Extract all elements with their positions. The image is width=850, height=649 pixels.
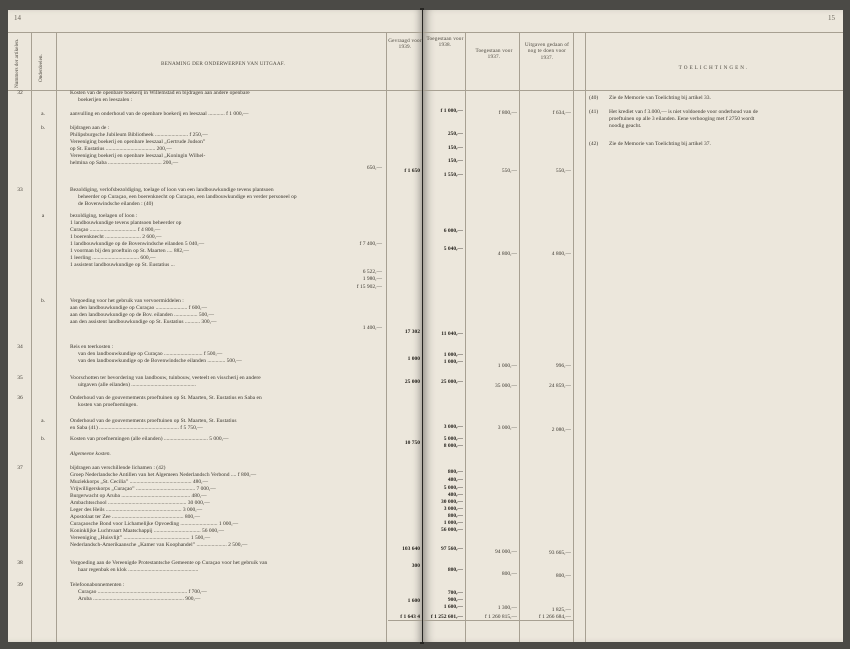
toegestaan-1938-value: 480,—	[447, 492, 463, 498]
description-line: Bezoldiging, verlofsbezoldiging, toelage of loon van een landbouwkundige tevens plantsoen	[70, 187, 274, 193]
description-line: Vergoeding aan de Vereenigde Protestantsche Gemeente op Curaçao voor het gebruik van	[70, 560, 268, 566]
note-line: Zie de Memorie van Toelichting bij artikel 33.	[609, 95, 711, 101]
toegestaan-1938-value: f 1 000,—	[440, 108, 463, 114]
article-number: 35	[17, 375, 23, 381]
description-line: haar regenbak en klok ...................................................	[78, 567, 199, 573]
page-number-left: 14	[14, 14, 21, 22]
note-line: Zie de Memorie van Toelichting bij artikel 37.	[609, 141, 711, 147]
toegestaan-1938-value: 900,—	[447, 597, 463, 603]
description-line: van den landbouwkundige op Curaçao ............................ f 500,—	[78, 351, 223, 357]
sub-item-letter: b.	[40, 298, 46, 304]
gevraagd-value: 17 302	[404, 329, 420, 335]
description-line: Onderhoud van de gouvernements proeftuinen op St. Maarten, St. Eustatius en Saba en	[70, 395, 262, 401]
description-line: 1 assistent landbouwkundige op St. Eustatius ...	[70, 262, 175, 268]
sub-item-letter: b.	[40, 436, 46, 442]
description-line: Curaçao ................................................................. f 700,—	[78, 589, 207, 595]
toegestaan-1937-value: 1 000,—	[497, 363, 517, 369]
toegestaan-1938-value: 1 550,—	[443, 172, 463, 178]
toegestaan-1937-value: 800,—	[501, 571, 517, 577]
toegestaan-1938-value: 25 000,—	[441, 379, 463, 385]
gevraagd-value: f 1 650	[404, 168, 420, 174]
description-line: 1 landbouwkundige op de Bovenwindsche eilanden 5 040,—	[70, 241, 205, 247]
article-number: 36	[17, 395, 23, 401]
column-rule	[31, 32, 32, 642]
article-number: 37	[17, 465, 23, 471]
description-line: Vrijwilligerskorps „Curaçao” ........................................... 7 000,—	[70, 486, 216, 492]
gevraagd-value: 1 000	[407, 356, 420, 362]
toegestaan-1938-value: 700,—	[447, 590, 463, 596]
description-line: Apostolaat ter Zee .................................................... 800,—	[70, 514, 200, 520]
article-number: 32	[17, 90, 23, 96]
note-number: (40)	[589, 95, 599, 101]
description-line: Telefoonabonnementen :	[70, 582, 125, 588]
description-line: bijdragen aan verschillende lichamen : (42)	[70, 465, 166, 471]
description-line: Burgerwacht op Aruba .................................................. 480,—	[70, 493, 207, 499]
toegestaan-1937-value: 35 000,—	[495, 383, 517, 389]
gevraagd-value: f 1 643 4	[400, 614, 420, 620]
description-line: Muziekkorps „St. Cecilia” ............................................. 480,—	[70, 479, 208, 485]
header-top-rule	[8, 32, 422, 33]
header-toegestaan-1938: Toegestaan voor 1938.	[426, 36, 464, 49]
description-line: Vergoeding voor het gebruik van vervoermiddelen :	[70, 298, 184, 304]
toegestaan-1938-value: 5 040,—	[443, 246, 463, 252]
header-toegestaan-1937: Toegestaan voor 1937.	[475, 48, 513, 61]
toegestaan-1938-value: 3 000,—	[443, 424, 463, 430]
description-line: Groep Nederlandsche Antillen van het Algemeen Nederlandsch Verbond .... f 800,—	[70, 472, 257, 478]
gevraagd-value: 25 000	[404, 379, 420, 385]
description-line: 1 landbouwkundige tevens plantsoen beheerder op	[70, 220, 182, 226]
description-line: uitgaven (alle eilanden) ...............................................	[78, 382, 196, 388]
toegestaan-1938-value: 5 000,—	[443, 436, 463, 442]
toegestaan-1938-value: 480,—	[447, 477, 463, 483]
description-line: Vereeniging „Huisvlijt” ................................................ 1 500,—	[70, 535, 211, 541]
description-line: aan den assistent landbouwkundige op St. Eustatius ........... 300,—	[70, 319, 217, 325]
description-line: bijdragen aan de :	[70, 125, 110, 131]
uitgaven-value: 996,—	[555, 363, 571, 369]
page-number-right: 15	[828, 14, 835, 22]
toegestaan-1938-value: 800,—	[447, 469, 463, 475]
description-line: aan den landbouwkundige op de Bov. eilanden ................. 500,—	[70, 312, 214, 318]
header-top-rule	[423, 32, 843, 33]
gevraagd-value: 10 750	[404, 440, 420, 446]
toegestaan-1937-value: 94 000,—	[495, 549, 517, 555]
toegestaan-1937-value: f 800,—	[498, 110, 517, 116]
description-line: Nederlandsch-Amerikaansche „Kamer van Koophandel” ...................... 2 500,—	[70, 542, 248, 548]
sub-item-letter: a	[41, 213, 45, 219]
gevraagd-value: 300	[411, 563, 420, 569]
note-line: Het krediet van f 3.000,— is niet voldoende voor onderhoud van de	[609, 109, 758, 115]
subtotal-value: f 7 400,—	[359, 241, 382, 247]
header-toelichtingen: TOELICHTINGEN.	[678, 65, 750, 71]
uitgaven-value: 24 859,—	[549, 383, 571, 389]
description-line: boekerijen en leeszalen :	[78, 97, 133, 103]
toegestaan-1937-value: 3 000,—	[497, 425, 517, 431]
description-line: Algemeene kosten.	[70, 451, 111, 457]
sub-item-letter: a.	[41, 111, 45, 117]
uitgaven-value: f 1 266 684,—	[538, 614, 571, 620]
description-line: Koninklijke Luchtvaart Maatschappij .................................. 56 000,—	[70, 528, 224, 534]
toegestaan-1937-value: 4 800,—	[497, 251, 517, 257]
description-line: Kosten van de openbare boekerij in Willemstad en bijdragen aan andere openbare	[70, 90, 250, 96]
note-line: proeftuinen op alle 3 eilanden. Eene verhooging met f 2750 wordt	[609, 116, 755, 122]
description-line: Philipsburgsche Jubileum Bibliotheek ........................ f 250,—	[70, 132, 208, 138]
header-onderdeelen: Onderdeelen.	[38, 54, 44, 82]
subtotal-value: 6 522,—	[362, 269, 382, 275]
column-rule	[465, 32, 466, 642]
description-line: Ambachtsschool ......................................................... 30 000,—	[70, 500, 210, 506]
subtotal-value: 1 400,—	[362, 325, 382, 331]
article-number: 38	[17, 560, 23, 566]
column-rule	[386, 32, 387, 642]
toegestaan-1937-value: 550,—	[501, 168, 517, 174]
description-line: Reis en teerkosten :	[70, 344, 114, 350]
toegestaan-1938-value: 150,—	[447, 158, 463, 164]
toegestaan-1938-value: 5 000,—	[443, 485, 463, 491]
header-bottom-rule	[423, 90, 843, 91]
note-number: (41)	[589, 109, 599, 115]
uitgaven-value: 1 825,—	[551, 607, 571, 613]
gevraagd-value: 103 640	[402, 546, 420, 552]
header-gevraagd: Gevraagd voor 1939.	[388, 38, 422, 51]
gevraagd-value: 1 600	[407, 598, 420, 604]
toegestaan-1937-value: 1 300,—	[497, 605, 517, 611]
description-line: de Bovenwindsche eilanden : (40)	[78, 201, 154, 207]
toegestaan-1938-value: 1 000,—	[443, 352, 463, 358]
sub-item-letter: a.	[41, 418, 45, 424]
article-number: 39	[17, 582, 23, 588]
sub-item-letter: b.	[40, 125, 46, 131]
description-line: van den landbouwkundige op de Bovenwindsche eilanden ............. 500,—	[78, 358, 242, 364]
description-line: Vereeniging boekerij en openbare leeszaal „Koningin Wilhel-	[70, 153, 206, 159]
description-line: Onderhoud van de gouvernements proeftuinen op St. Maarten, St. Eustatius	[70, 418, 237, 424]
toegestaan-1938-value: 6 000,—	[443, 228, 463, 234]
toegestaan-1937-value: f 1 260 815,—	[484, 614, 517, 620]
description-line: bezoldiging, toelagen of loon :	[70, 213, 138, 219]
toegestaan-1938-value: 1 000,—	[443, 520, 463, 526]
left-page	[8, 10, 422, 642]
description-line: 1 voorman bij den proeftuin op St. Maarten .... 882,—	[70, 248, 189, 254]
uitgaven-value: 2 080,—	[551, 427, 571, 433]
toegestaan-1938-value: 800,—	[447, 513, 463, 519]
uitgaven-value: 93 665,—	[549, 550, 571, 556]
total-rule	[423, 620, 573, 621]
subtotal-value: 1 980,—	[362, 276, 382, 282]
uitgaven-value: 550,—	[555, 168, 571, 174]
toegestaan-1938-value: 30 000,—	[441, 499, 463, 505]
description-line: Vereeniging boekerij en openbare leeszaal „Gertrude Judson”	[70, 139, 206, 145]
toegestaan-1938-value: 800,—	[447, 567, 463, 573]
description-line: helmina op Saba ....................................... 200,—	[70, 160, 179, 166]
column-rule	[519, 32, 520, 642]
header-benaming: BENAMING DER ONDERWERPEN VAN UITGAAF.	[161, 61, 285, 67]
subtotal-value: 650,—	[366, 165, 382, 171]
toegestaan-1938-value: 1 000,—	[443, 359, 463, 365]
toegestaan-1938-value: 8 000,—	[443, 443, 463, 449]
description-line: op St. Eustatius .................................... 200,—	[70, 146, 172, 152]
description-line: Kosten van proefnemingen (alle eilanden) ................................ 5 000,—	[70, 436, 229, 442]
toegestaan-1938-value: 97 560,—	[441, 546, 463, 552]
column-rule	[573, 32, 574, 642]
toegestaan-1938-value: 250,—	[447, 131, 463, 137]
description-line: en Saba (41) .......................................................... f 5 750,—	[70, 425, 203, 431]
article-number: 34	[17, 344, 23, 350]
description-line: Curaçaosche Bond voor Lichamelijke Opvoeding ........................... 1 000,—	[70, 521, 239, 527]
toegestaan-1938-value: 150,—	[447, 145, 463, 151]
note-number: (42)	[589, 141, 599, 147]
uitgaven-value: 800,—	[555, 573, 571, 579]
header-uitgaven: Uitgaven gedaan of nog te doen voor 1937.	[524, 42, 570, 61]
column-rule	[56, 32, 57, 642]
column-rule	[585, 32, 586, 642]
description-line: 1 boerenknecht .......................... 2 600,—	[70, 234, 162, 240]
description-line: kosten van proefnemingen.	[78, 402, 138, 408]
description-line: aanvulling en onderhoud van de openbare boekerij en leeszaal ............ f 1 000,—	[70, 111, 249, 117]
description-line: beheerder op Curaçao, een boerenknecht op Curaçao, een landbouwkundige en verder personeel op	[78, 194, 297, 200]
description-line: aan den landbouwkundige op Curaçao ....................... f 600,—	[70, 305, 208, 311]
note-line: noodig geacht.	[609, 123, 642, 129]
description-line: Curaçao .................................. f 4 800,—	[70, 227, 161, 233]
right-page	[423, 10, 843, 642]
description-line: Aruba .................................................................. 900,—	[78, 596, 201, 602]
description-line: 1 leerling .................................. 600,—	[70, 255, 156, 261]
toegestaan-1938-value: 1 600,—	[443, 604, 463, 610]
toegestaan-1938-value: 11 040,—	[441, 331, 463, 337]
total-rule	[388, 620, 422, 621]
description-line: Leger des Heils ....................................................... 3 000,—	[70, 507, 203, 513]
uitgaven-value: f 634,—	[552, 110, 571, 116]
subtotal-value: f 15 902,—	[356, 284, 382, 290]
toegestaan-1938-value: f 1 252 601,—	[430, 614, 463, 620]
header-nummers: Nummers der artikelen.	[14, 38, 20, 88]
uitgaven-value: 4 800,—	[551, 251, 571, 257]
description-line: Voorschotten ter bevordering van landbouw, tuinbouw, veeteelt en visscherij en andere	[70, 375, 261, 381]
toegestaan-1938-value: 3 000,—	[443, 506, 463, 512]
toegestaan-1938-value: 56 000,—	[441, 527, 463, 533]
article-number: 33	[17, 187, 23, 193]
